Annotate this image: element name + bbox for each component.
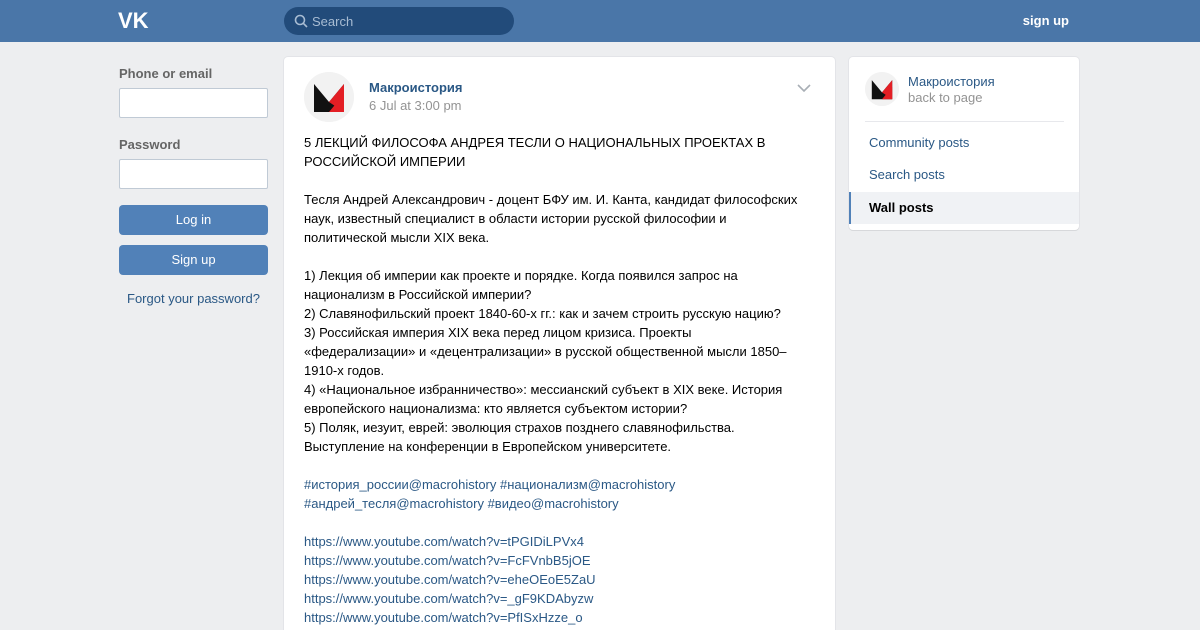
community-name-link[interactable]: Макроистория: [908, 74, 995, 89]
youtube-link[interactable]: https://www.youtube.com/watch?v=eheOEoE5ZaU: [304, 572, 596, 587]
youtube-link[interactable]: https://www.youtube.com/watch?v=tPGIDiLPVx4: [304, 534, 584, 549]
post-title-line: 5 ЛЕКЦИЙ ФИЛОСОФА АНДРЕЯ ТЕСЛИ О НАЦИОНАЛЬНЫХ ПРОЕКТАХ В: [304, 135, 766, 150]
post-list-line: 1910-х годов.: [304, 363, 385, 378]
post-date[interactable]: 6 Jul at 3:00 pm: [369, 98, 462, 113]
avatar[interactable]: [865, 72, 899, 106]
post-list-line: 3) Российская империя XIX века перед лицом кризиса. Проекты: [304, 325, 692, 340]
youtube-link[interactable]: https://www.youtube.com/watch?v=_gF9KDAbyzw: [304, 591, 594, 606]
search-box[interactable]: [284, 7, 514, 35]
vk-logo[interactable]: [118, 9, 152, 31]
post-text: [304, 133, 804, 627]
divider: [865, 121, 1064, 122]
avatar[interactable]: [304, 72, 354, 122]
password-label: Password: [119, 137, 181, 152]
search-input[interactable]: [312, 7, 507, 35]
post-intro-line: Тесля Андрей Александрович - доцент БФУ им. И. Канта, кандидат философских: [304, 192, 798, 207]
forgot-password-link[interactable]: Forgot your password?: [127, 291, 260, 306]
post-list-line: Выступление на конференции в Европейском университете.: [304, 439, 672, 454]
chevron-down-icon[interactable]: [796, 83, 812, 93]
signup-button[interactable]: Sign up: [119, 245, 268, 275]
wall-post: [284, 57, 835, 630]
post-intro-line: наук, известный специалист в области истории русской философии и: [304, 211, 727, 226]
post-list-line: европейского национализма: кто является субъектом истории?: [304, 401, 688, 416]
hashtag-link[interactable]: #видео@macrohistory: [487, 496, 619, 511]
back-to-page-link[interactable]: back to page: [908, 90, 983, 105]
community-sidebar: [849, 57, 1079, 230]
svg-text:VK: VK: [118, 9, 149, 31]
nav-community-posts[interactable]: Community posts: [869, 135, 970, 150]
post-list-line: национализм в Российской империи?: [304, 287, 532, 302]
phone-email-field[interactable]: [119, 88, 268, 118]
login-form: [119, 66, 268, 306]
post-author-link[interactable]: Макроистория: [369, 80, 463, 95]
post-list-line: «федерализации» и «децентрализации» в русской общественной мысли 1850–: [304, 344, 787, 359]
phone-label: Phone or email: [119, 66, 213, 81]
nav-search-posts[interactable]: Search posts: [869, 167, 945, 182]
vk-logo-icon: [118, 9, 152, 31]
post-intro-line: политической мысли XIX века.: [304, 230, 490, 245]
header-signup-link[interactable]: sign up: [1022, 13, 1069, 28]
community-logo-icon: [304, 72, 354, 122]
password-field[interactable]: [119, 159, 268, 189]
post-list-line: 5) Поляк, иезуит, еврей: эволюция страхов позднего славянофильства.: [304, 420, 735, 435]
nav-wall-posts[interactable]: Wall posts: [849, 192, 1079, 224]
login-button[interactable]: Log in: [119, 205, 268, 235]
post-title-line: РОССИЙСКОЙ ИМПЕРИИ: [304, 154, 466, 169]
youtube-link[interactable]: https://www.youtube.com/watch?v=FcFVnbB5jOE: [304, 553, 591, 568]
hashtag-line: [304, 475, 804, 494]
hashtag-link[interactable]: #андрей_тесля@macrohistory: [304, 496, 484, 511]
post-list-line: 4) «Национальное избранничество»: мессианский субъект в XIX веке. История: [304, 382, 783, 397]
post-list-line: 1) Лекция об империи как проекте и порядке. Когда появился запрос на: [304, 268, 738, 283]
post-list-line: 2) Славянофильский проект 1840-60-х гг.: как и зачем строить русскую нацию?: [304, 306, 781, 321]
hashtag-link[interactable]: #история_россии@macrohistory: [304, 477, 497, 492]
community-logo-icon: [865, 72, 899, 106]
hashtag-link[interactable]: #национализм@macrohistory: [500, 477, 676, 492]
search-icon: [294, 14, 308, 28]
youtube-link[interactable]: https://www.youtube.com/watch?v=PfISxHzze_o: [304, 610, 583, 625]
top-bar: [0, 0, 1200, 42]
hashtag-line: [304, 494, 804, 513]
